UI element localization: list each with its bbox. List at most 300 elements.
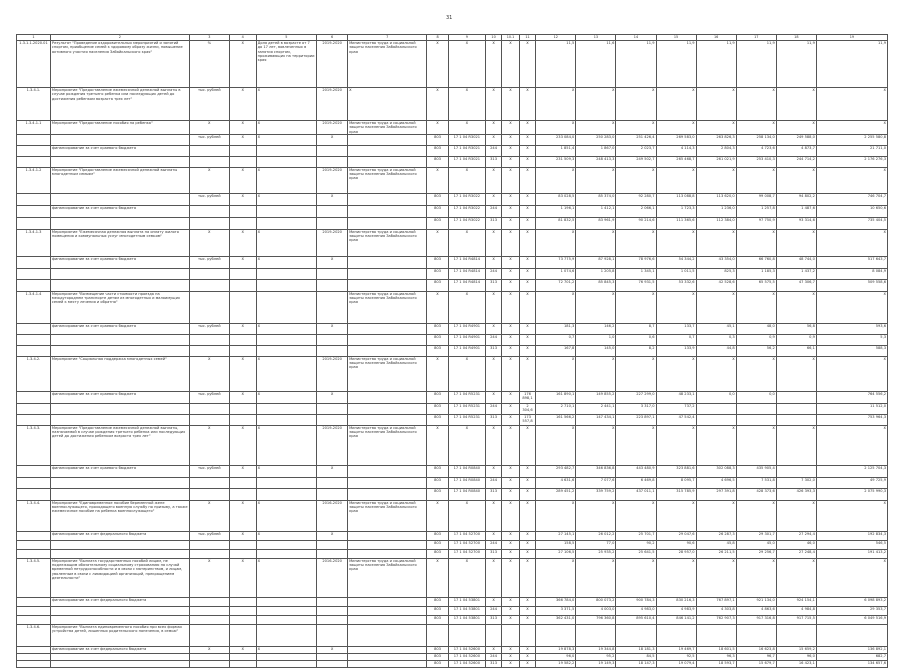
table-cell: 2019-2020 bbox=[317, 88, 348, 121]
table-cell: 48 744,0 bbox=[776, 256, 816, 268]
table-cell bbox=[50, 615, 189, 624]
table-cell bbox=[256, 217, 317, 229]
table-cell: X bbox=[256, 229, 317, 256]
column-number-cell: 17 bbox=[736, 35, 776, 41]
table-cell bbox=[50, 606, 189, 615]
table-cell: 2 710,1 bbox=[536, 403, 576, 414]
table-cell: 426 393,3 bbox=[776, 488, 816, 500]
table-cell: X bbox=[536, 425, 576, 465]
table-cell: X bbox=[427, 291, 449, 323]
table-cell: X bbox=[502, 334, 519, 345]
table-cell: X bbox=[536, 121, 576, 135]
table-cell bbox=[189, 606, 229, 615]
table-cell: 796 360,8 bbox=[576, 615, 616, 624]
financing-row bbox=[17, 597, 888, 606]
table-cell bbox=[256, 291, 317, 323]
table-cell: 17 1 04 52700 bbox=[448, 540, 485, 549]
table-cell: 48 233,1 bbox=[656, 391, 696, 403]
table-cell bbox=[256, 660, 317, 667]
table-cell: Мероприятие "Предоставление ежемесячной денежной выплаты, назначаемой в случае рождения третьего ребенка или последующих детей до достижения ребенком возраста трех лет" bbox=[50, 425, 189, 465]
table-cell: 25 701,7 bbox=[616, 531, 656, 540]
table-cell bbox=[229, 145, 256, 156]
table-cell: X bbox=[448, 41, 485, 88]
table-cell: 4 984,8 bbox=[776, 606, 816, 615]
table-cell bbox=[17, 279, 51, 291]
table-cell: 17 1 04 52700 bbox=[448, 549, 485, 558]
table-cell: 26 211,5 bbox=[696, 549, 736, 558]
table-cell: 29 301,7 bbox=[736, 531, 776, 540]
table-cell: X bbox=[616, 167, 656, 193]
table-cell: 2 176 276,3 bbox=[816, 156, 887, 167]
table-cell: 0,7 bbox=[656, 334, 696, 345]
table-cell: 17 1 04 R4901 bbox=[448, 334, 485, 345]
table-cell: X bbox=[502, 156, 519, 167]
table-cell: 803 bbox=[427, 145, 449, 156]
table-cell: X bbox=[616, 88, 656, 121]
table-cell: финансирование за счет краевого бюджета bbox=[50, 391, 189, 403]
table-cell: X bbox=[502, 646, 519, 653]
table-cell bbox=[50, 488, 189, 500]
table-cell bbox=[229, 615, 256, 624]
table-cell: X bbox=[656, 500, 696, 531]
table-cell: 0,0 bbox=[696, 391, 736, 403]
table-cell: X bbox=[189, 646, 229, 653]
table-cell: X bbox=[519, 229, 535, 256]
table-cell bbox=[317, 217, 348, 229]
table-cell bbox=[17, 323, 51, 334]
table-cell bbox=[50, 549, 189, 558]
table-cell: X bbox=[256, 425, 317, 465]
table-cell bbox=[189, 268, 229, 279]
table-cell bbox=[189, 205, 229, 217]
table-cell: X bbox=[502, 414, 519, 425]
table-cell: финансирование за счет краевого бюджета bbox=[50, 465, 189, 477]
table-cell: 65 575,5 bbox=[736, 279, 776, 291]
table-cell: 17 1 04 R5231 bbox=[448, 414, 485, 425]
table-cell bbox=[317, 597, 348, 606]
table-cell: 2 304,6 bbox=[519, 403, 535, 414]
table-cell bbox=[256, 615, 317, 624]
table-cell bbox=[348, 465, 427, 477]
table-cell: 1 205,8 bbox=[576, 268, 616, 279]
table-cell: X bbox=[696, 167, 736, 193]
table-cell: 25 935,2 bbox=[576, 549, 616, 558]
table-cell: 1.3.1.1.2020.01 bbox=[17, 41, 51, 88]
table-cell: 42 528,6 bbox=[696, 279, 736, 291]
table-cell: 2 441,1 bbox=[576, 403, 616, 414]
table-cell: 2 066,1 bbox=[616, 205, 656, 217]
table-cell: X bbox=[229, 167, 256, 193]
measure-row bbox=[17, 500, 888, 531]
table-cell: X bbox=[229, 88, 256, 121]
table-cell: 2 075 990,3 bbox=[816, 488, 887, 500]
table-cell: X bbox=[736, 88, 776, 121]
table-cell: 85 845,3 bbox=[576, 279, 616, 291]
table-cell: 192 834,3 bbox=[816, 531, 887, 540]
table-cell: 2 804,3 bbox=[696, 145, 736, 156]
table-cell: X bbox=[776, 291, 816, 323]
table-cell: X bbox=[536, 356, 576, 391]
table-cell: 1 074,6 bbox=[536, 268, 576, 279]
table-cell bbox=[256, 653, 317, 660]
table-cell: 176 898,1 bbox=[519, 391, 535, 403]
table-cell: 16 423,1 bbox=[776, 660, 816, 667]
table-cell bbox=[256, 403, 317, 414]
table-cell: 11,9 bbox=[656, 41, 696, 88]
table-cell: X bbox=[485, 391, 501, 403]
table-cell: 895 610,4 bbox=[616, 615, 656, 624]
table-cell: 1 723,3 bbox=[656, 205, 696, 217]
table-cell bbox=[50, 540, 189, 549]
table-cell: X bbox=[576, 425, 616, 465]
table-cell: X bbox=[736, 425, 776, 465]
table-cell: 8 095,7 bbox=[656, 477, 696, 488]
table-cell bbox=[348, 403, 427, 414]
table-cell bbox=[17, 549, 51, 558]
table-cell: X bbox=[502, 549, 519, 558]
table-cell bbox=[317, 156, 348, 167]
financing-row bbox=[17, 465, 888, 477]
table-cell: X bbox=[256, 646, 317, 653]
table-cell bbox=[348, 345, 427, 356]
table-cell: 803 bbox=[427, 488, 449, 500]
table-cell: 146,2 bbox=[576, 323, 616, 334]
table-cell: 313 bbox=[485, 615, 501, 624]
measure-row bbox=[17, 425, 888, 465]
table-cell: X bbox=[502, 323, 519, 334]
table-cell: X bbox=[696, 291, 736, 323]
table-cell bbox=[17, 205, 51, 217]
table-cell: 924 154,1 bbox=[776, 597, 816, 606]
table-cell: 77,0 bbox=[576, 540, 616, 549]
table-cell bbox=[189, 345, 229, 356]
table-cell: 17 1 04 R0840 bbox=[448, 477, 485, 488]
column-number-cell: 12 bbox=[536, 35, 576, 41]
table-cell bbox=[17, 465, 51, 477]
column-number-cell: 19 bbox=[816, 35, 887, 41]
table-cell: финансирование за счет краевого бюджета bbox=[50, 256, 189, 268]
table-cell: 27 248,4 bbox=[776, 549, 816, 558]
table-cell: Министерство труда и социальной защиты населения Забайкальского края bbox=[348, 356, 427, 391]
table-cell bbox=[348, 279, 427, 291]
table-cell: 56,8 bbox=[776, 323, 816, 334]
table-cell: X bbox=[519, 205, 535, 217]
table-cell: X bbox=[502, 425, 519, 465]
table-cell: Доля детей в возрасте от 7 до 17 лет, вовлеченных в занятия спортом, проживающих на территории края bbox=[256, 41, 317, 88]
table-cell: Мероприятие "Социальная поддержка многодетных семей" bbox=[50, 356, 189, 391]
table-cell: X bbox=[736, 500, 776, 531]
table-cell: 767 897,1 bbox=[696, 597, 736, 606]
table-cell bbox=[17, 345, 51, 356]
table-cell: 56,2 bbox=[736, 345, 776, 356]
table-cell: 4 303,8 bbox=[696, 606, 736, 615]
table-cell: 803 bbox=[427, 653, 449, 660]
table-cell: 251 426,4 bbox=[616, 134, 656, 145]
table-cell: X bbox=[229, 391, 256, 403]
table-cell: 4 003,0 bbox=[576, 606, 616, 615]
table-cell: 803 bbox=[427, 256, 449, 268]
financing-row bbox=[17, 134, 888, 145]
table-cell: 803 bbox=[427, 531, 449, 540]
table-cell: 17 1 04 R5231 bbox=[448, 403, 485, 414]
table-cell: X bbox=[616, 356, 656, 391]
table-cell: 4 983,0 bbox=[616, 606, 656, 615]
table-cell: 803 bbox=[427, 391, 449, 403]
financing-row bbox=[17, 615, 888, 624]
table-cell: 435 905,4 bbox=[736, 465, 776, 477]
table-cell bbox=[17, 477, 51, 488]
table-cell: 0,6 bbox=[616, 334, 656, 345]
table-cell: X bbox=[448, 356, 485, 391]
table-cell bbox=[256, 279, 317, 291]
table-cell: 293 482,7 bbox=[536, 465, 576, 477]
table-cell bbox=[17, 156, 51, 167]
table-cell: 825,3 bbox=[696, 268, 736, 279]
table-cell: 1.3.4.3. bbox=[17, 425, 51, 465]
table-cell: X bbox=[317, 391, 348, 403]
table-cell: 6 049 516,9 bbox=[816, 615, 887, 624]
column-number-cell: 10.1 bbox=[502, 35, 519, 41]
table-cell: 753 964,3 bbox=[816, 414, 887, 425]
table-cell: X bbox=[776, 121, 816, 135]
table-cell: X bbox=[256, 531, 317, 540]
table-cell: X bbox=[519, 145, 535, 156]
table-cell: X bbox=[189, 356, 229, 391]
table-cell: X bbox=[485, 88, 501, 121]
measure-row bbox=[17, 88, 888, 121]
table-cell: X bbox=[519, 615, 535, 624]
table-cell: 4 631,6 bbox=[536, 477, 576, 488]
table-cell bbox=[50, 134, 189, 145]
table-cell bbox=[229, 403, 256, 414]
table-cell: финансирование за счет федерального бюджета bbox=[50, 531, 189, 540]
table-cell: X bbox=[502, 256, 519, 268]
table-cell: X bbox=[448, 425, 485, 465]
table-cell: X bbox=[736, 121, 776, 135]
table-cell bbox=[348, 653, 427, 660]
table-cell: Министерство труда и социальной защиты населения Забайкальского края bbox=[348, 500, 427, 531]
table-cell: X bbox=[736, 356, 776, 391]
table-cell: 76 931,5 bbox=[616, 279, 656, 291]
table-cell: X bbox=[736, 558, 776, 597]
table-cell: X bbox=[502, 217, 519, 229]
table-cell: 17 1 04 53801 bbox=[448, 606, 485, 615]
table-cell: 0,9 bbox=[736, 334, 776, 345]
table-cell: X bbox=[519, 345, 535, 356]
table-cell bbox=[256, 488, 317, 500]
table-cell: X bbox=[519, 558, 535, 597]
table-cell: 4 723,6 bbox=[736, 145, 776, 156]
table-cell: X bbox=[229, 256, 256, 268]
table-cell bbox=[189, 660, 229, 667]
financing-row bbox=[17, 403, 888, 414]
table-cell: X bbox=[256, 121, 317, 135]
table-cell bbox=[348, 606, 427, 615]
table-cell: 803 bbox=[427, 465, 449, 477]
table-cell: X bbox=[485, 256, 501, 268]
table-cell: X bbox=[485, 500, 501, 531]
table-cell: 1.3.4.1.1 bbox=[17, 121, 51, 135]
table-cell: X bbox=[427, 558, 449, 597]
table-cell: Мероприятие "Единовременное пособие беременной жене военнослужащего, проходящего военную службу по призыву, а также ежемесячное пособие на ребенка военнослужащего" bbox=[50, 500, 189, 531]
table-cell bbox=[229, 540, 256, 549]
table-cell: 1.3.4.2. bbox=[17, 356, 51, 391]
table-cell: X bbox=[502, 477, 519, 488]
table-cell: Министерство труда и социальной защиты населения Забайкальского края bbox=[348, 229, 427, 256]
table-cell: 762 907,3 bbox=[696, 615, 736, 624]
table-cell: X bbox=[502, 229, 519, 256]
table-cell: 803 bbox=[427, 615, 449, 624]
table-cell: X bbox=[256, 167, 317, 193]
table-cell bbox=[317, 653, 348, 660]
table-cell: 1 345,1 bbox=[616, 268, 656, 279]
table-cell: 6 469,8 bbox=[616, 477, 656, 488]
table-cell: X bbox=[229, 193, 256, 205]
table-cell: 1,0 bbox=[576, 334, 616, 345]
table-cell: 27 294,4 bbox=[776, 531, 816, 540]
table-cell: 735 404,5 bbox=[816, 217, 887, 229]
table-cell: 315 785,9 bbox=[656, 488, 696, 500]
table-cell: 16 623,8 bbox=[736, 646, 776, 653]
table-cell bbox=[229, 156, 256, 167]
table-cell: X bbox=[519, 121, 535, 135]
financing-row bbox=[17, 477, 888, 488]
table-cell: 248 413,3 bbox=[576, 156, 616, 167]
table-cell: 323 881,6 bbox=[656, 465, 696, 477]
table-cell bbox=[256, 414, 317, 425]
table-cell bbox=[50, 403, 189, 414]
table-cell: X bbox=[229, 531, 256, 540]
table-cell: X bbox=[229, 323, 256, 334]
table-cell: 66,1 bbox=[776, 345, 816, 356]
table-cell: X bbox=[317, 134, 348, 145]
table-cell: 145,0 bbox=[576, 345, 616, 356]
table-cell: 26 012,2 bbox=[576, 531, 616, 540]
table-cell: X bbox=[576, 500, 616, 531]
column-number-cell: 2 bbox=[50, 35, 189, 41]
table-cell: 96,3 bbox=[696, 653, 736, 660]
table-cell bbox=[189, 477, 229, 488]
table-cell: 17 1 04 R3021 bbox=[448, 134, 485, 145]
table-cell bbox=[17, 540, 51, 549]
table-cell: 85 374,0 bbox=[576, 193, 616, 205]
table-cell bbox=[189, 156, 229, 167]
table-cell: X bbox=[519, 549, 535, 558]
financing-row bbox=[17, 414, 888, 425]
table-cell bbox=[17, 660, 51, 667]
table-cell: финансирование за счет краевого бюджета bbox=[50, 323, 189, 334]
table-cell: 1.3.4.1.2 bbox=[17, 167, 51, 193]
table-cell bbox=[656, 624, 696, 646]
table-cell: 147 434,1 bbox=[576, 414, 616, 425]
table-cell: 1.3.4.4. bbox=[17, 500, 51, 531]
table-cell: 45,0 bbox=[736, 540, 776, 549]
table-cell: X bbox=[189, 425, 229, 465]
table-cell: 2019-2020 bbox=[317, 229, 348, 256]
table-cell bbox=[189, 624, 229, 646]
table-cell: 19 344,8 bbox=[576, 646, 616, 653]
table-cell bbox=[17, 268, 51, 279]
table-cell bbox=[317, 334, 348, 345]
table-cell: 19 079,4 bbox=[656, 660, 696, 667]
table-cell: 313 bbox=[485, 217, 501, 229]
table-cell: 249 588,0 bbox=[776, 134, 816, 145]
table-cell bbox=[50, 193, 189, 205]
table-cell: 223 897,1 bbox=[616, 414, 656, 425]
table-cell: X bbox=[519, 41, 535, 88]
table-cell: X bbox=[776, 167, 816, 193]
table-cell: X bbox=[485, 193, 501, 205]
table-cell bbox=[776, 403, 816, 414]
table-cell: 44,8 bbox=[696, 345, 736, 356]
table-cell: 244 bbox=[485, 268, 501, 279]
table-cell: 173 557,8 bbox=[519, 414, 535, 425]
table-cell: Министерство труда и социальной защиты населения Забайкальского края bbox=[348, 121, 427, 135]
table-cell: 92,5 bbox=[656, 653, 696, 660]
table-cell bbox=[189, 597, 229, 606]
table-cell: X bbox=[448, 167, 485, 193]
table-cell: X bbox=[256, 88, 317, 121]
table-cell bbox=[50, 279, 189, 291]
table-cell: 17 1 04 R4901 bbox=[448, 345, 485, 356]
table-cell bbox=[50, 268, 189, 279]
table-cell: X bbox=[502, 500, 519, 531]
financing-row bbox=[17, 531, 888, 540]
financing-row bbox=[17, 268, 888, 279]
table-cell bbox=[189, 145, 229, 156]
table-cell: 87 928,1 bbox=[576, 256, 616, 268]
table-cell: X bbox=[502, 488, 519, 500]
table-cell: 313 bbox=[485, 660, 501, 667]
table-cell bbox=[229, 488, 256, 500]
table-cell: 297 391,8 bbox=[696, 488, 736, 500]
table-cell: X bbox=[519, 500, 535, 531]
table-cell: 313 bbox=[485, 345, 501, 356]
table-cell: X bbox=[485, 167, 501, 193]
table-cell: 803 bbox=[427, 156, 449, 167]
table-cell: 227 299,0 bbox=[616, 391, 656, 403]
column-number-cell: 4 bbox=[229, 35, 256, 41]
table-cell: 244 bbox=[485, 334, 501, 345]
table-cell: тыс. рублей bbox=[189, 256, 229, 268]
table-cell: X bbox=[189, 558, 229, 597]
table-cell: X bbox=[427, 167, 449, 193]
table-cell: 29 353,7 bbox=[816, 606, 887, 615]
table-cell: 134 657,6 bbox=[816, 660, 887, 667]
page-number: 31 bbox=[446, 15, 453, 21]
table-cell: 96,0 bbox=[776, 653, 816, 660]
table-cell: X bbox=[656, 291, 696, 323]
table-cell: 97 750,9 bbox=[736, 217, 776, 229]
table-cell bbox=[348, 531, 427, 540]
table-cell bbox=[50, 653, 189, 660]
table-cell bbox=[736, 414, 776, 425]
table-cell bbox=[17, 256, 51, 268]
table-cell bbox=[576, 624, 616, 646]
table-cell: X bbox=[427, 356, 449, 391]
table-cell bbox=[776, 414, 816, 425]
table-cell: 313 bbox=[485, 279, 501, 291]
table-cell: 45,8 bbox=[696, 540, 736, 549]
table-cell: 49 725,9 bbox=[816, 477, 887, 488]
column-number-cell: 16 bbox=[696, 35, 736, 41]
table-cell: 803 bbox=[427, 549, 449, 558]
column-number-cell: 11 bbox=[519, 35, 535, 41]
table-cell: 1.3.4.5. bbox=[17, 558, 51, 597]
table-cell: 803 bbox=[427, 414, 449, 425]
table-cell: X bbox=[696, 229, 736, 256]
financing-row bbox=[17, 606, 888, 615]
